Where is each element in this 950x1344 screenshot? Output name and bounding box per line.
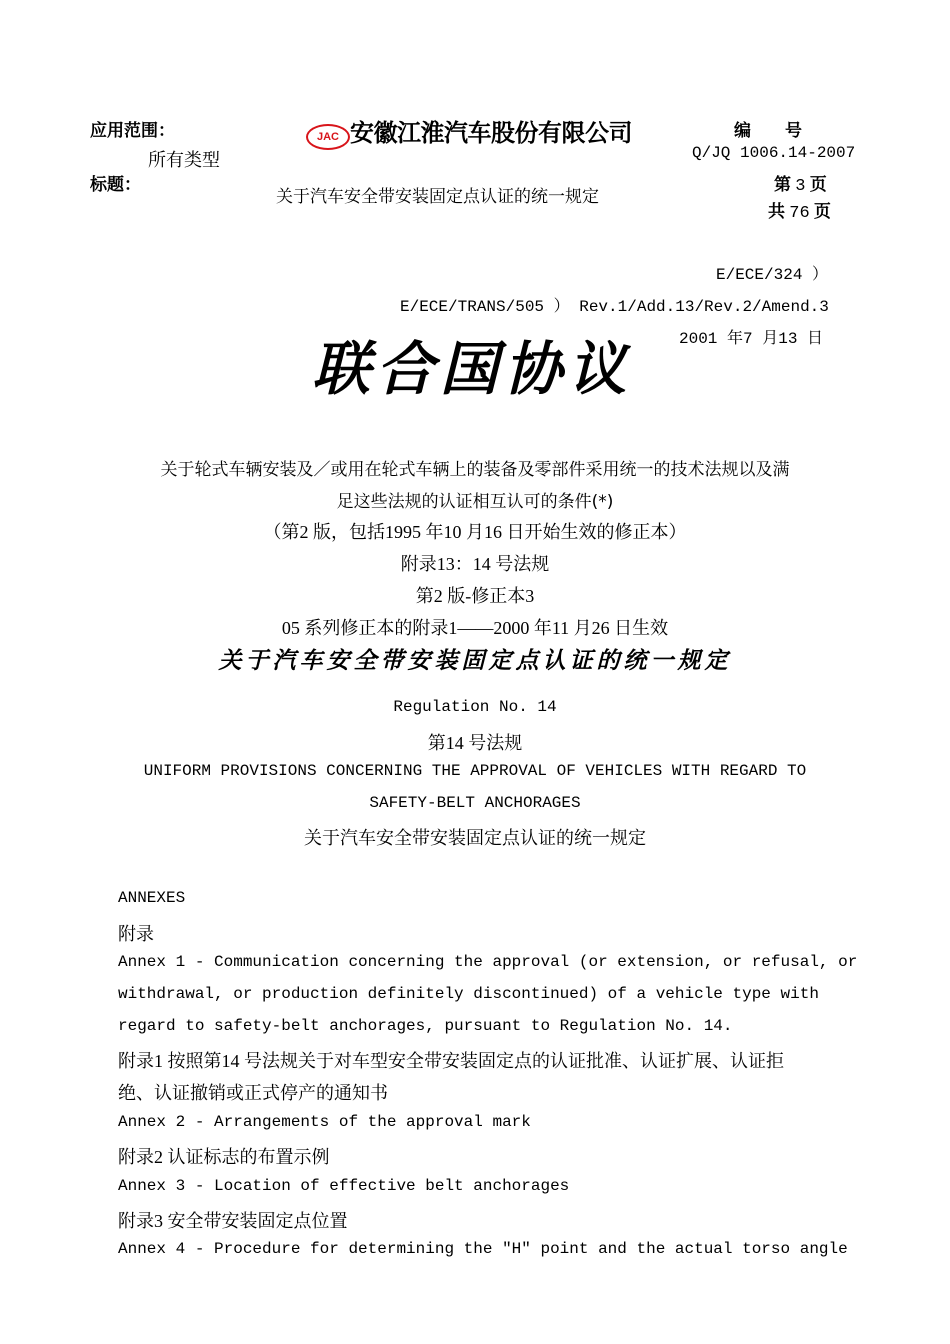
agreement-line-6: 05 系列修正本的附录1——2000 年11 月26 日生效 (281, 618, 669, 638)
company-name: 安徽江淮汽车股份有限公司 (350, 119, 632, 147)
total-pages-indicator (768, 197, 831, 223)
annex-line: regard to safety-belt anchorages, pursuant to Regulation No. 14. (118, 1017, 733, 1035)
page-label-pre: 第 (774, 175, 791, 195)
agreement-line-2: 足这些法规的认证相互认可的条件(*) (336, 492, 614, 512)
scope-label: 应用范围： (90, 121, 175, 141)
banner-title: 联合国协议 (312, 335, 633, 403)
annex-line: 附录3 安全带安装固定点位置 (118, 1211, 348, 1231)
agreement-line-3: （第2 版，包括1995 年10 月16 日开始生效的修正本） (263, 522, 687, 542)
doc-ref-1: E/ECE/324 ） (716, 266, 829, 284)
agreement-line-1: 关于轮式车辆安装及／或用在轮式车辆上的装备及零部件采用统一的技术法规以及满 (160, 460, 790, 480)
doc-ref-2: E/ECE/TRANS/505 ） Rev.1/Add.13/Rev.2/Amend.3 (400, 298, 829, 316)
annex-line: 附录1 按照第14 号法规关于对车型安全带安装固定点的认证批准、认证扩展、认证拒 (118, 1051, 784, 1071)
script-title: 关于汽车安全带安装固定点认证的统一规定 (218, 647, 732, 674)
total-label-post: 页 (813, 202, 831, 222)
code-value: Q/JQ 1006.14-2007 (692, 144, 856, 162)
annex-line: Annex 2 - Arrangements of the approval mark (118, 1113, 531, 1131)
title-value: 关于汽车安全带安装固定点认证的统一规定 (276, 187, 599, 206)
annex-line: withdrawal, or production definitely discontinued) of a vehicle type with (118, 985, 819, 1003)
page-number: 3 (795, 177, 806, 196)
annex-line: 绝、认证撤销或正式停产的通知书 (118, 1083, 388, 1103)
doc-date: 2001 年7 月13 日 (679, 330, 824, 348)
regulation-title-zh: 关于汽车安全带安装固定点认证的统一规定 (304, 828, 646, 848)
agreement-line-5: 第2 版-修正本3 (415, 586, 535, 606)
regulation-title-en-1: UNIFORM PROVISIONS CONCERNING THE APPROVAL OF VEHICLES WITH REGARD TO (143, 762, 807, 780)
annex-line: Annex 3 - Location of effective belt anchorages (118, 1177, 570, 1195)
annexes-heading-zh: 附录 (118, 924, 154, 944)
scope-value: 所有类型 (148, 150, 220, 170)
page-indicator (774, 170, 827, 196)
annex-line: Annex 1 - Communication concerning the approval (or extension, or refusal, or (118, 953, 858, 971)
page-label-post: 页 (809, 175, 827, 195)
annex-line: 附录2 认证标志的布置示例 (118, 1147, 330, 1167)
regulation-number-zh: 第14 号法规 (427, 733, 523, 753)
code-label: 编 号 (734, 121, 802, 141)
title-label: 标题： (90, 175, 141, 195)
regulation-title-en-2: SAFETY-BELT ANCHORAGES (369, 794, 581, 812)
total-pages: 76 (789, 204, 810, 223)
annex-line: Annex 4 - Procedure for determining the "H" point and the actual torso angle (118, 1240, 848, 1258)
total-label-pre: 共 (768, 202, 785, 222)
regulation-number-en: Regulation No. 14 (393, 698, 557, 716)
annexes-heading-en: ANNEXES (118, 889, 186, 907)
agreement-line-4: 附录13：14 号法规 (400, 554, 550, 574)
jac-logo: JAC (306, 124, 350, 150)
